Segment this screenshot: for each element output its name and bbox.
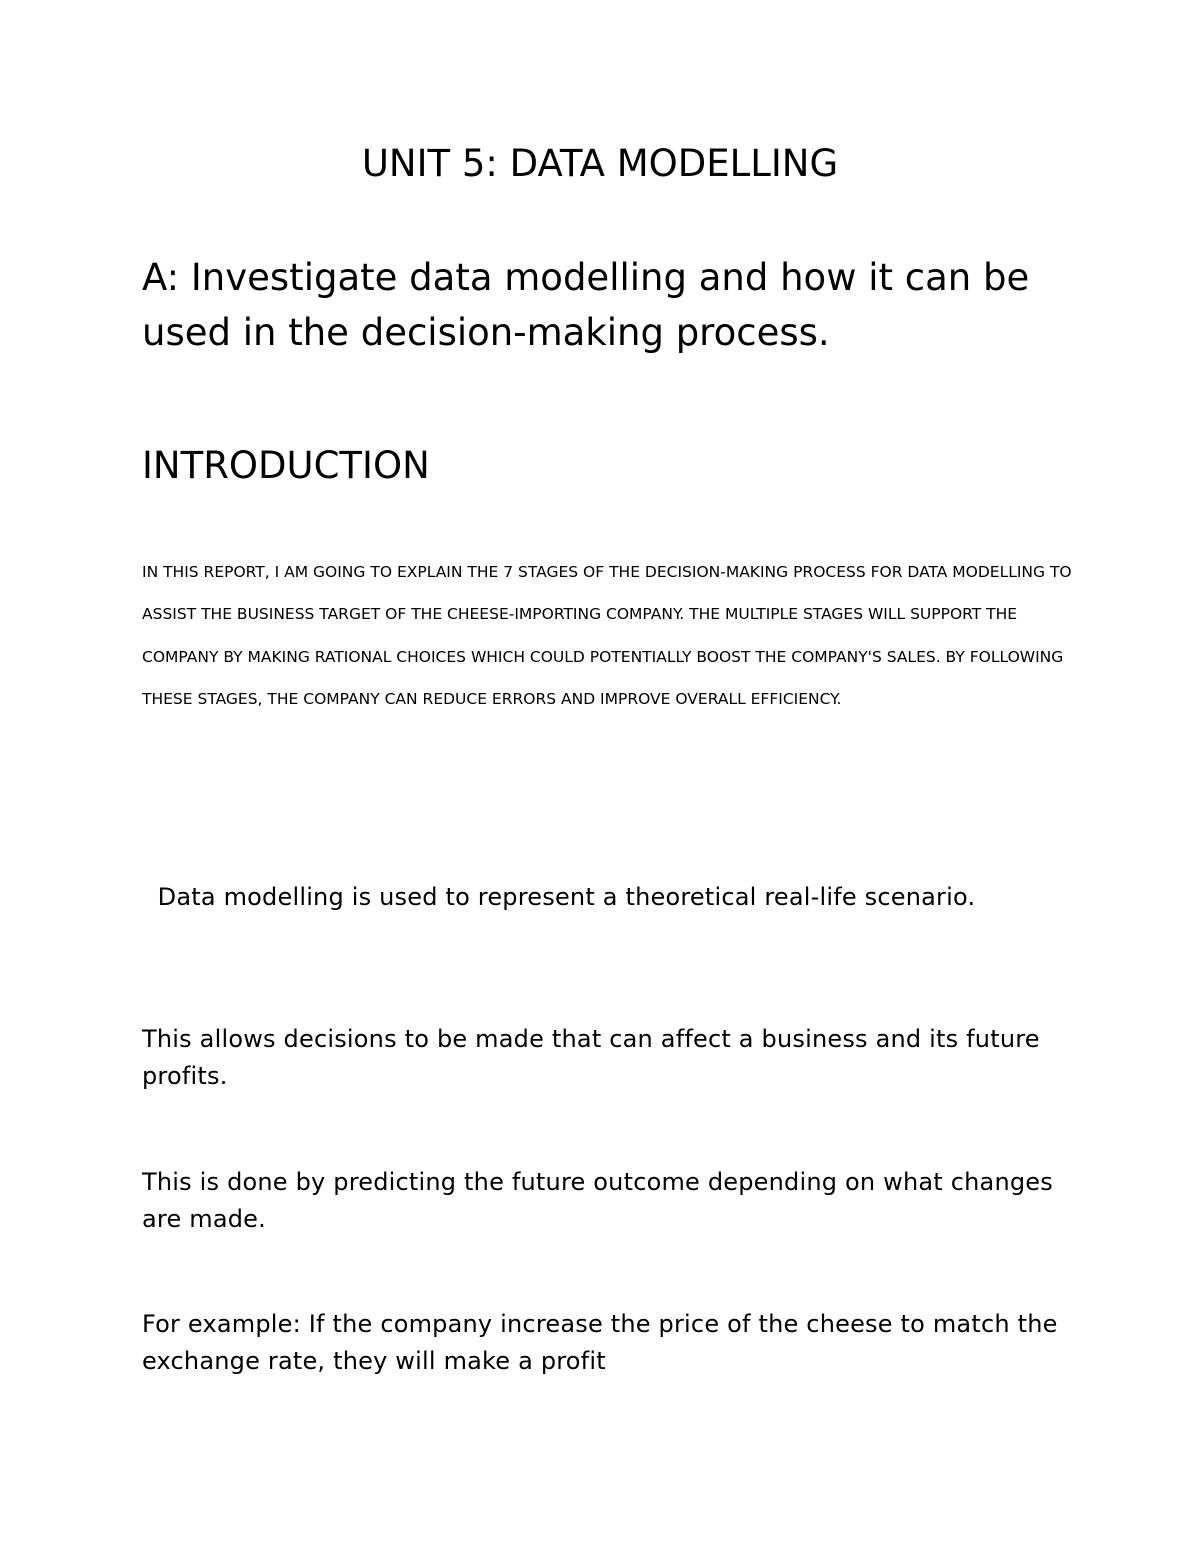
intro-paragraph: IN THIS REPORT, I AM GOING TO EXPLAIN THE 7 STAGES OF THE DECISION-MAKING PROCESS FOR DATA MODELLING TO ASSIST THE BUSINESS TARGET OF THE CHEESE-IMPORTING COMPANY. THE MULTIPLE STAGES WILL SUPPORT THE COMPANY BY MAKING RATIONAL CHOICES WHICH COULD POTENTIALLY BOOST THE COMPANY'S SALES. BY FOLLOWING THESE STAGES, THE COMPANY CAN REDUCE ERRORS AND IMPROVE OVERALL EFFICIENCY. bbox=[142, 563, 1072, 709]
section-heading-introduction: INTRODUCTION bbox=[142, 444, 430, 487]
document-title: UNIT 5: DATA MODELLING bbox=[361, 142, 839, 185]
body-paragraph: This allows decisions to be made that can affect a business and its future profits. bbox=[142, 1025, 1040, 1090]
assignment-question: A: Investigate data modelling and how it can be used in the decision-making process. bbox=[142, 256, 1030, 354]
body-paragraph: For example: If the company increase the price of the cheese to match the exchange rate, they will make a profit bbox=[142, 1310, 1058, 1375]
body-paragraph: This is done by predicting the future outcome depending on what changes are made. bbox=[142, 1168, 1053, 1233]
body-paragraph: Data modelling is used to represent a theoretical real-life scenario. bbox=[142, 883, 976, 911]
